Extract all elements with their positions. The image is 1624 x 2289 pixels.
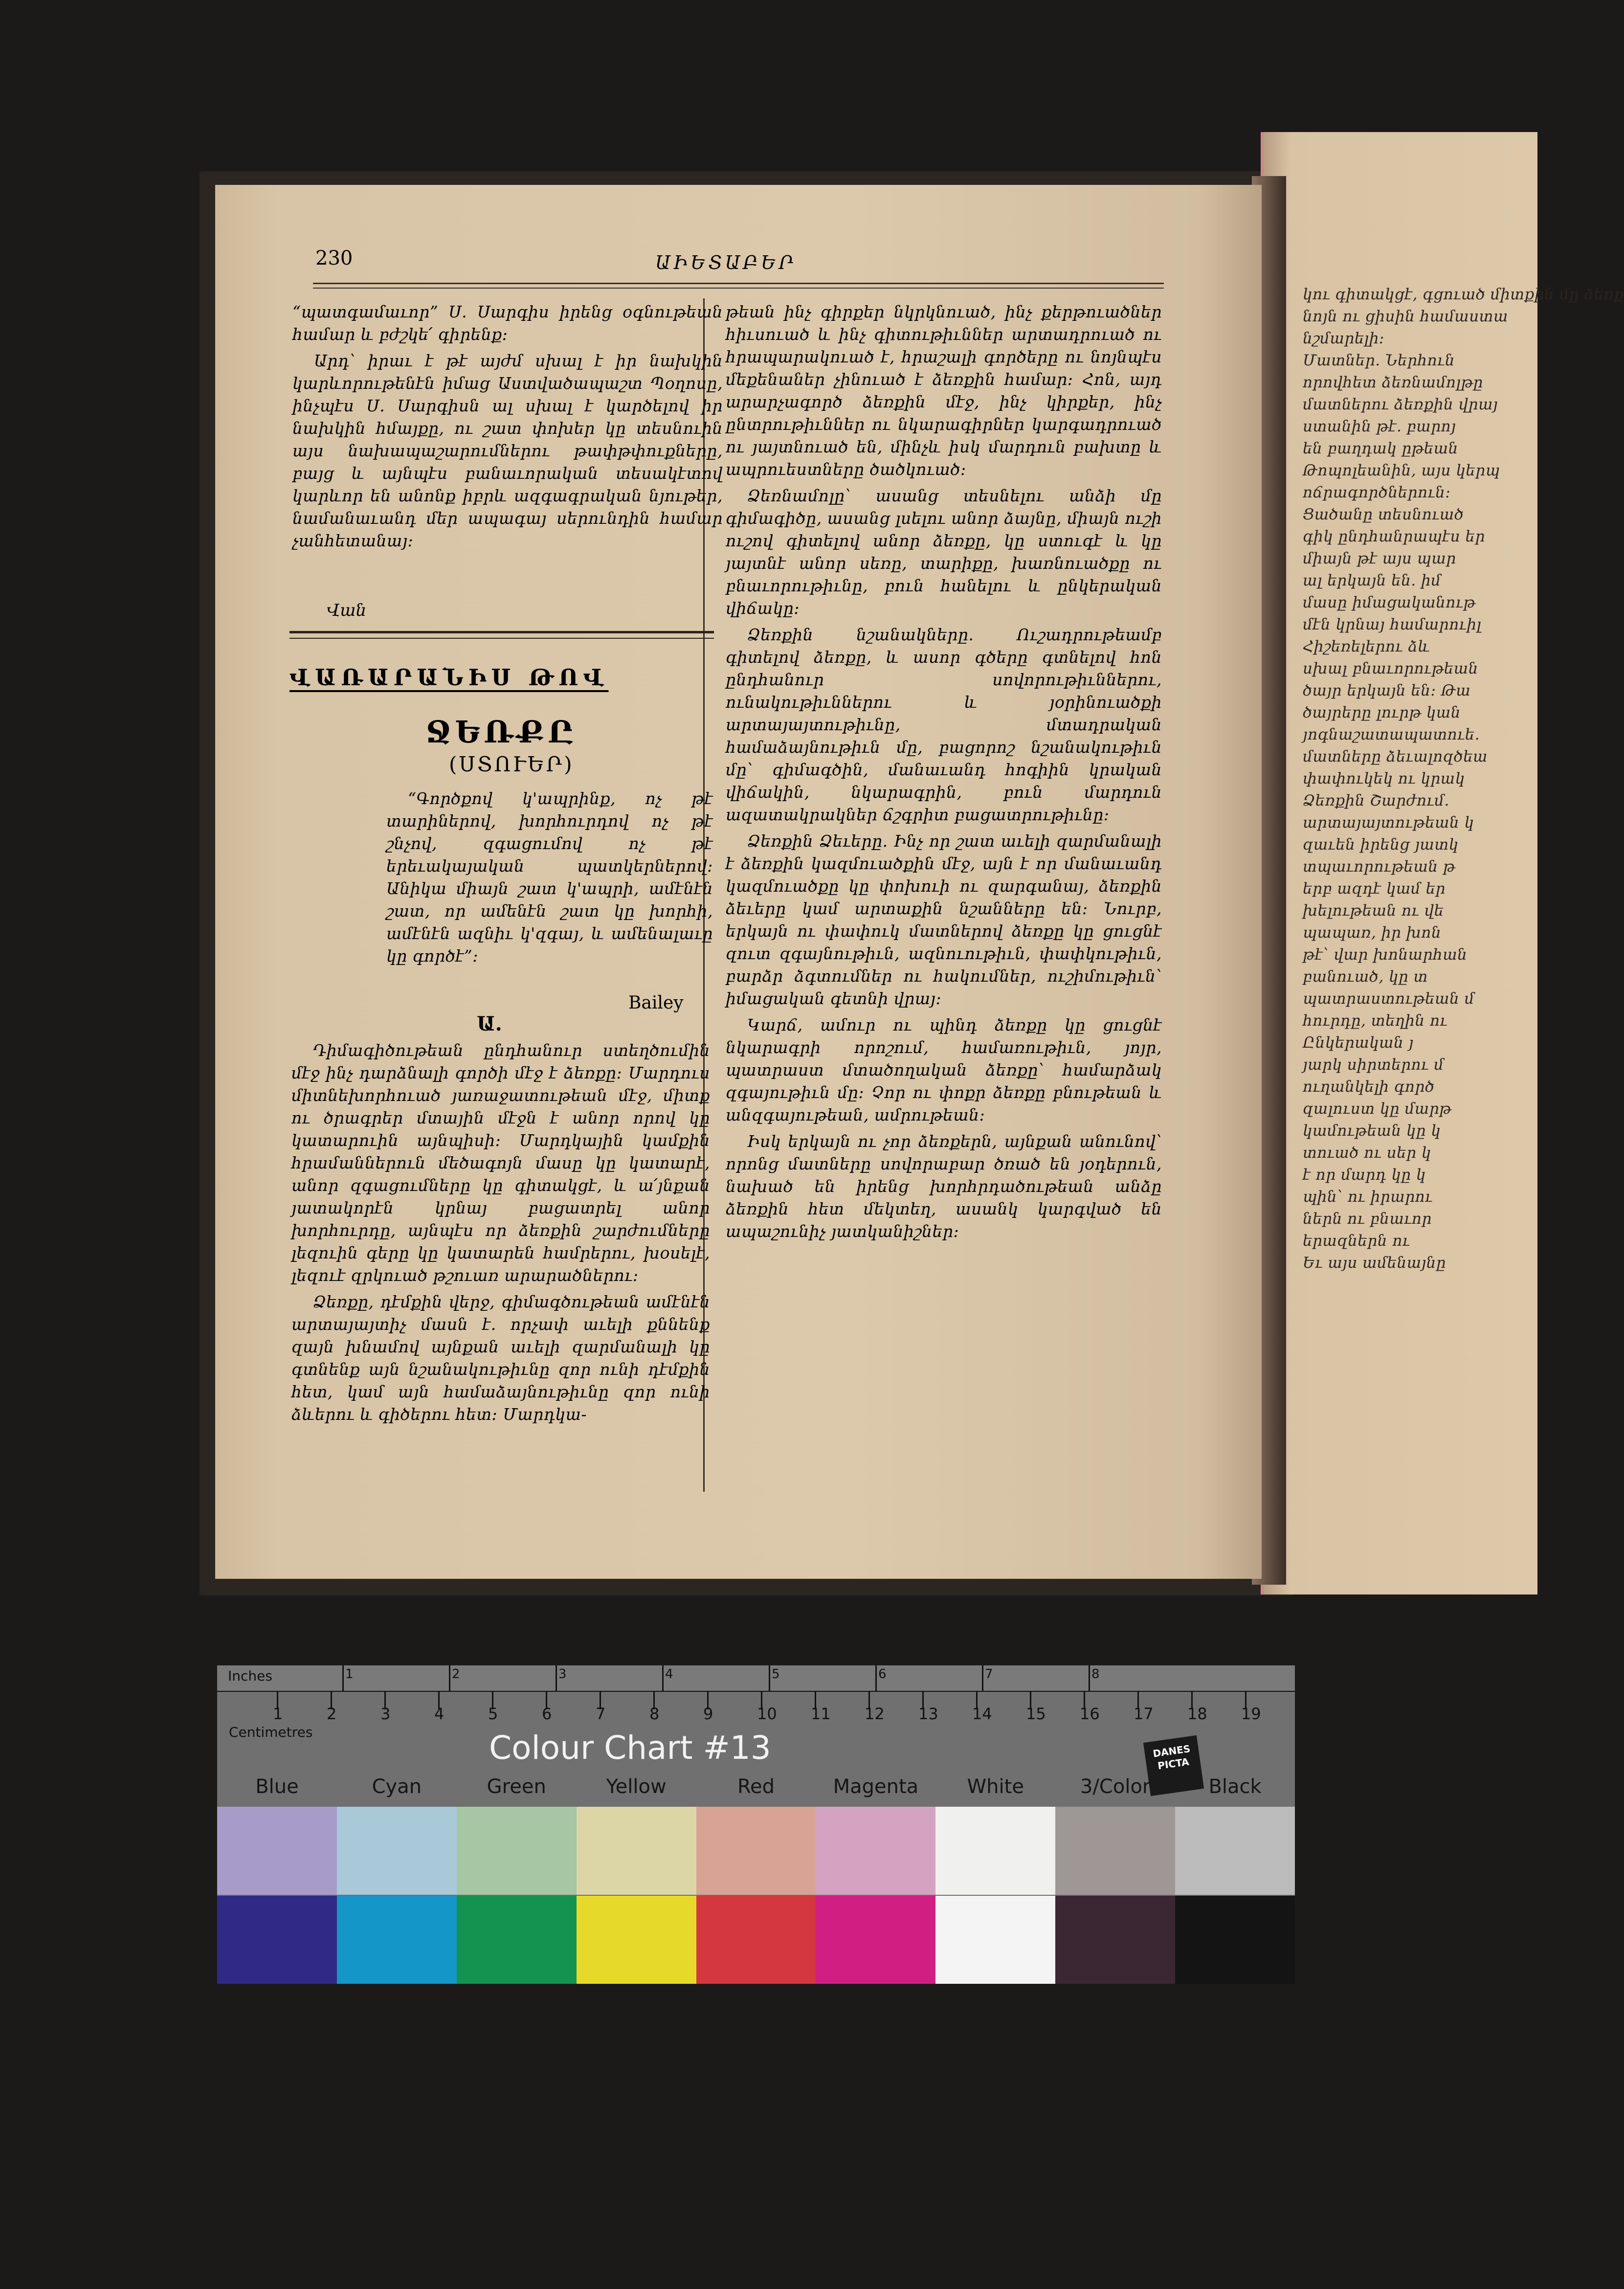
logo-line: PICTA <box>1157 1755 1190 1772</box>
facing-page-line: զաւեն իրենց յատկ <box>1303 836 1459 853</box>
facing-page-text <box>1303 284 1624 1274</box>
patch-label: Black <box>1208 1775 1262 1798</box>
patch-row-light <box>217 1807 1295 1895</box>
facing-page-line: երազներն ու <box>1303 1232 1410 1250</box>
facing-page-line: մատներու ձեռքին վրայ <box>1303 396 1498 413</box>
paragraph: Ձեռնամոլը՝ ասանց տեսնելու անձի մը գիմագիծը, ասանց լսելու անոր ձայնը, միայն ուշի ուշով գիտելով անոր ձեռքը, կը ստուգէ և կը յայտնէ անոր սեռը, տարիքը, խառնուածքը ու բնաւորութիւնը, բուն հանելու և ընկերական վիճակը։ <box>726 486 1162 618</box>
centimetres-label: Centimetres <box>229 1724 313 1740</box>
paragraph: թեան ինչ գիրքեր նկրկնուած, ինչ քերթուածներ հիւսուած և ինչ գիտութիւններ արտադրուած ու հրապարակուած է, հրաշալի գործերը ու նոյնպէս մեքենաներ չինուած է ձեռքին համար։ Հոն, այդ արարչագործ ձեռքին մէջ, ինչ կիրքեր, ինչ ընտրութիւններ ու նկարագիրներ կարգադրուած ու յայտնուած են, մինչև իսկ մարդուն բախտը և ապրուեստները ծածկուած։ <box>726 302 1162 479</box>
cm-tick-label: 2 <box>327 1705 337 1723</box>
colour-patch-white <box>935 1896 1055 1984</box>
cm-tick-label: 18 <box>1187 1705 1207 1723</box>
chart-title: Colour Chart #13 <box>489 1729 771 1767</box>
epigraph-author: Bailey <box>628 993 684 1013</box>
cm-tick-label: 15 <box>1026 1705 1046 1723</box>
patch-label: White <box>967 1775 1024 1798</box>
inch-tick <box>449 1665 450 1691</box>
article-title: ՋԵՌՔԸ <box>425 714 577 750</box>
facing-page-line: նշմարելի։ <box>1303 330 1384 347</box>
paragraph: Ձեռքին նշանակները. Ուշադրութեամբ գիտելով ձեռքը, և ասոր գծերը գտնելով հոն ընդհանուր սովորութիւններու, ունակութիւններու և յօրինուածքի արտայայտութիւնը, մտադրական համաձայնութիւն մը, բացորոշ նշանակութիւն մը՝ գիմագծին, մանաւանդ հոգիին կրական վիճակին, նկարագրին, բուն մարդուն ազատակրակներ ճշգրիտ բացատրութիւնը։ <box>726 625 1162 824</box>
cm-tick-label: 1 <box>273 1705 283 1723</box>
facing-page-line: պին՝ ու իրարու <box>1303 1188 1433 1206</box>
facing-page-line: ծայրերը լուրթ կան <box>1303 704 1461 721</box>
facing-page-line: են բաղդակ ըթեան <box>1303 440 1458 457</box>
patch-label: Green <box>487 1775 546 1798</box>
facing-page-line: ալ երկայն են. իմ <box>1303 572 1441 589</box>
logo-line: DANES <box>1152 1743 1191 1760</box>
colour-patch-white <box>935 1807 1055 1895</box>
colour-patch-3-color <box>1055 1807 1175 1895</box>
section-title: ՎԱՌԱՐԱՆԻՍ ԹՈՎ <box>289 664 609 691</box>
facing-page-line: նոյն ու ցիսին համաստա <box>1303 308 1508 325</box>
cm-tick-label: 12 <box>865 1705 885 1723</box>
patch-label: 3/Color <box>1080 1775 1151 1798</box>
facing-page-line: տուած ու սեր կ <box>1303 1144 1431 1162</box>
cm-tick-label: 3 <box>380 1705 391 1723</box>
patch-label: Blue <box>255 1775 299 1798</box>
colour-patch-3-color <box>1055 1896 1175 1984</box>
paragraph: Ձեռքը, դէմքին վերջ, գիմագծութեան ամէնէն արտայայտիչ մասն է. որչափ աւելի քննենք զայն խնամով այնքան աւելի զարմանալի կը գտնենք այն նշանակութիւնը զոր ունի դէմքին հետ, կամ այն համաձայնութիւնը զոր ունի ձևերու և գիծերու հետ։ Մարդկա- <box>291 1292 710 1424</box>
ruler <box>217 1665 1295 1692</box>
paragraph: Իսկ երկայն ու չոր ձեռքերն, այնքան անունով՝ որոնց մատները սովորաբար ծռած են յօդերուն, նախած են իրենց խորհրդածութեան անձը ձեռքին հետ մեկտեղ, ասանկ կարգված են ապաշունիչ յատկանիշներ։ <box>726 1132 1162 1241</box>
facing-page-line: յոգնաշատապատուե. <box>1303 726 1480 743</box>
colour-patch-yellow <box>577 1807 696 1895</box>
facing-page-line: ուղանկելի գործ <box>1303 1078 1435 1096</box>
patch-labels <box>217 1775 1295 1800</box>
patch-label: Magenta <box>833 1775 919 1798</box>
facing-page <box>1261 132 1624 1594</box>
facing-page-line: Հիշեռելերու ձև <box>1303 638 1430 655</box>
facing-page-line: զալուստ կը մարթ <box>1303 1100 1452 1118</box>
facing-page-line: թէ՝ վար խոնարհան <box>1303 946 1468 964</box>
epigraph-text: “Գործքով կ'ապրինք, ոչ թէ տարիներով, խորհուրդով ոչ թէ շնչով, զգացումով ոչ թէ երեւակայական պատկերներով։ Անիկա միայն շատ կ'ապրի, ամէնէն շատ, որ ամենէն շատ կը խորհի, ամէնէն ազնիւ կ'զգայ, և ամենալաւը կը գործէ”։ <box>386 789 713 965</box>
patch-label: Yellow <box>606 1775 667 1798</box>
inch-tick-label: 8 <box>1091 1667 1100 1682</box>
colour-patch-blue <box>217 1807 337 1895</box>
facing-page-line: փափուկեկ ու կրակ <box>1303 770 1465 787</box>
patch-label: Red <box>737 1775 775 1798</box>
cm-tick-label: 5 <box>488 1705 498 1723</box>
paragraph: Ձեռքին Ձեւերը. Ինչ որ շատ աւելի զարմանալի է ձեռքին կազմուածքին մէջ, այն է որ մանաւանդ կազմուածքը կը փոխուի ու զարգանայ, ձեռքին ձեւերը կամ արտաքին նշանները են։ Նուրբ, երկայն ու փափուկ մատներով ձեռքը կը ցուցնէ զուտ զգայնութիւն, ազնուութիւն, փափկութիւն, բարձր ձգտումներ ու հակումներ, ուշիմութիւն՝ իմացական գետնի վրայ։ <box>726 831 1162 1008</box>
patch-row-dark <box>217 1896 1295 1984</box>
inch-tick-label: 1 <box>345 1667 354 1682</box>
facing-page-line: մասը իմացականութ <box>1303 594 1476 611</box>
cm-tick-label: 16 <box>1080 1705 1100 1723</box>
inch-tick-label: 2 <box>452 1667 460 1682</box>
cm-tick-label: 14 <box>972 1705 992 1723</box>
facing-page-line: ստանին թէ. բարոյ <box>1303 418 1456 435</box>
inch-tick <box>875 1665 877 1691</box>
cm-tick-label: 17 <box>1134 1705 1154 1723</box>
facing-page-line: միայն թէ այս պար <box>1303 550 1456 567</box>
facing-page-line: մէն կրնայ համարուիլ <box>1303 616 1482 633</box>
cm-tick-label: 9 <box>703 1705 713 1723</box>
facing-page-line: Եւ այս ամենայնը <box>1303 1254 1446 1272</box>
epigraph <box>386 787 713 971</box>
paragraph: Կարճ, ամուր ու պինդ ձեռքը կը ցուցնէ նկարագրի որոշում, համառութիւն, յոյր, պատրաստ մտածողական ձեռքը՝ համարձակ զգայութիւն մը։ Չոր ու փոքր ձեռքը բնութեան և անզգայութեան, ամրութեան։ <box>726 1015 1162 1124</box>
colour-patch-magenta <box>816 1896 935 1984</box>
patch-label: Cyan <box>372 1775 422 1798</box>
cm-tick-label: 7 <box>596 1705 606 1723</box>
cm-tick-label: 13 <box>918 1705 938 1723</box>
colour-patch-magenta <box>816 1807 935 1895</box>
inch-tick-label: 6 <box>878 1667 887 1682</box>
cm-tick-label: 6 <box>542 1705 552 1723</box>
facing-page-line: սխալ բնաւորութեան <box>1303 660 1478 677</box>
facing-page-line: կու գիտակցէ, գցուած միտքին մը ձեռք <box>1303 286 1624 303</box>
column-2 <box>726 301 1162 1247</box>
facing-page-line: կամութեան կը կ <box>1303 1122 1441 1140</box>
facing-page-line: տպաւորութեան թ <box>1303 858 1456 875</box>
colour-patch-red <box>696 1896 816 1984</box>
facing-page-line: բանուած, կը տ <box>1303 968 1428 986</box>
facing-page-line: Ցածանը տեսնուած <box>1303 506 1464 523</box>
colour-patch-cyan <box>337 1896 457 1984</box>
facing-page-line: երբ ազդէ կամ եր <box>1303 880 1446 898</box>
article-subtitle: (ՍՏՈՒԵՐ) <box>449 752 574 776</box>
paragraph: Արդ՝ իրաւ է թէ այժմ սխալ է իր նախկին կարևորութենէն իմաց Աստվածապաշտ Պօղոսը, ինչպէս Ս. Սարգիսն ալ սխալ է կարծելով իր նախկին հմայքը, ու շատ փոխեր կը տեսնուին այս նախապաշարումներու թափթփուքները, բայց և այնպէս բանաւորական տեսակէտով կարևոր են անոնք իբրև ազգագրական նյութեր, նամանաւանդ մեր ապագայ սերունդին համար չանհետանայ։ <box>292 351 723 550</box>
inch-tick <box>342 1665 344 1691</box>
facing-page-line: Մատներ. Ներհուն <box>1303 352 1455 369</box>
facing-page-line: պապառ, իր խոն <box>1303 924 1442 942</box>
facing-page-line: խելութեան ու վե <box>1303 902 1444 920</box>
inch-tick <box>556 1665 557 1691</box>
section-rule <box>289 631 714 639</box>
facing-page-line: ոճրագործներուն։ <box>1303 484 1451 501</box>
inch-tick-label: 4 <box>665 1667 673 1682</box>
inch-tick <box>769 1665 770 1691</box>
colour-patch-cyan <box>337 1807 457 1895</box>
colour-patch-black <box>1175 1807 1295 1895</box>
page-number: 230 <box>315 247 353 269</box>
paragraph: Դիմագիծութեան ընդհանուր ստեղծումին մէջ ինչ դարձնալի գործի մէջ է ձեռքը։ Մարդուս միտնեխորհուած յառաջատութեան մէջ, միտք ու ծրագրեր մտային մէջն է անոր որով կը կատարուին այնպիսի։ Մարդկային կամքին հրամաններուն մեծագոյն մասը կը կատարէ, անոր զգացումները կը գիտակցէ, և ա՛յնքան յատակորէն կրնայ բացատրել անոր խորհուրդը, այնպէս որ ձեռքին շարժումները լեզուին գերը կը կատարեն համրերու, խօսելէ, լեզուէ զրկուած թշուառ արարածներու։ <box>291 1041 710 1285</box>
cm-tick-label: 19 <box>1241 1705 1261 1723</box>
facing-page-line: ներն ու բնաւոր <box>1303 1210 1432 1228</box>
signoff: Վան <box>327 601 367 620</box>
running-head: ԱԻԵՏԱԲԵՐ <box>655 252 797 273</box>
header-rule <box>313 283 1164 289</box>
inch-tick <box>662 1665 664 1691</box>
facing-page-line: Թոպոլեանին, այս կերպ <box>1303 462 1500 479</box>
colour-patch-black <box>1175 1896 1295 1984</box>
colour-patch-red <box>696 1807 816 1895</box>
facing-page-line: հուրդը, տեղին ու <box>1303 1012 1448 1030</box>
facing-page-line: Ընկերական յ <box>1303 1034 1414 1052</box>
facing-page-line: գիկ ընդհանրապէս եր <box>1303 528 1485 545</box>
colour-patch-yellow <box>577 1896 696 1984</box>
cm-tick-label: 10 <box>757 1705 777 1723</box>
column-1-body <box>291 1039 710 1430</box>
facing-page-line: մատները ձեւալոզծեա <box>1303 748 1488 765</box>
column-1-top <box>292 301 723 556</box>
cm-tick-label: 4 <box>434 1705 445 1723</box>
inch-tick <box>1089 1665 1090 1691</box>
facing-page-line: Ձեռքին Շարժում. <box>1303 792 1449 809</box>
facing-page-line: պատրաստութեան մ <box>1303 990 1475 1008</box>
part-mark: Ա. <box>477 1012 502 1035</box>
facing-page-line: է որ մարդ կը կ <box>1303 1166 1426 1184</box>
cm-tick-label: 11 <box>811 1705 831 1723</box>
inch-tick-label: 5 <box>772 1667 780 1682</box>
facing-page-line: ծայր երկայն են։ Թա <box>1303 682 1471 699</box>
colour-patch-green <box>457 1896 577 1984</box>
colour-patch-green <box>457 1807 577 1895</box>
inches-label: Inches <box>228 1668 272 1684</box>
colour-patch-blue <box>217 1896 337 1984</box>
inch-tick <box>982 1665 983 1691</box>
cm-tick-label: 8 <box>649 1705 660 1723</box>
inch-tick-label: 3 <box>558 1667 567 1682</box>
inch-tick-label: 7 <box>985 1667 993 1682</box>
facing-page-line: յարկ սիրտերու մ <box>1303 1056 1444 1074</box>
paragraph: “պատգամաւոր” Ս. Սարգիս իրենց օգնութեան համար և բժշկե՛ գիրենք։ <box>292 302 723 344</box>
facing-page-line: արտայայտութեան կ <box>1303 814 1474 831</box>
facing-page-line: որովհետ ձեռնամոլթը <box>1303 374 1483 391</box>
